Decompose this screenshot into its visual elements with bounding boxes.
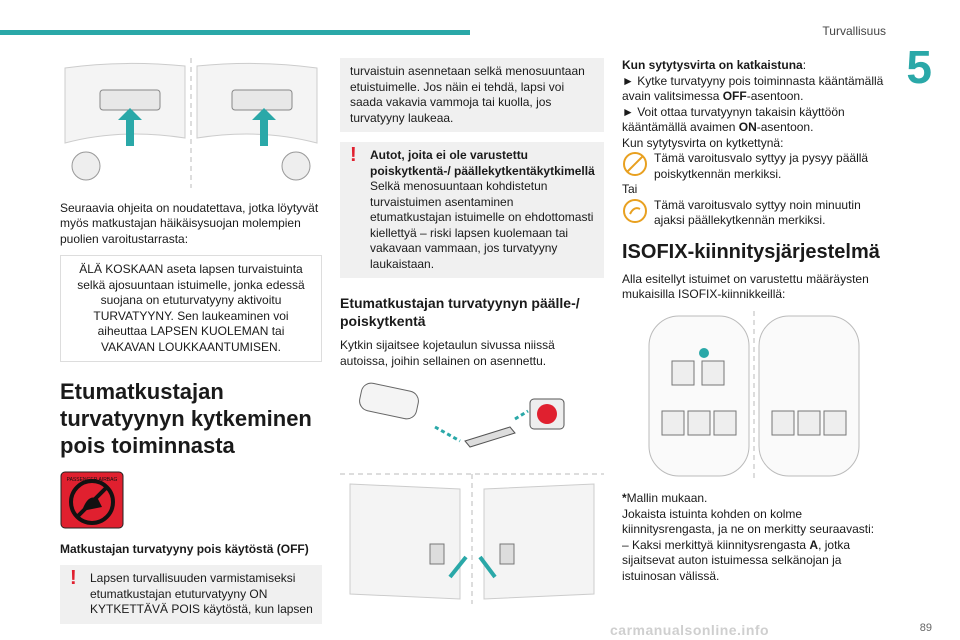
airbag-off-lamp-icon xyxy=(622,151,648,177)
switch-heading: Etumatkustajan turvatyynyn päälle-/ poiskytkentä xyxy=(340,295,580,329)
header-accent-bar xyxy=(0,30,470,35)
page-number: 89 xyxy=(919,622,932,634)
intro-text: Seuraavia ohjeita on noudatettava, jotka löytyvät myös matkustajan häikäisysuojan molempien puolien varoitustarrasta: xyxy=(60,200,319,246)
isofix-intro: Alla esitellyt istuimet on varustettu määräysten mukaisilla ISOFIX-kiinnikkeillä: xyxy=(622,271,869,301)
sun-visor-illustration xyxy=(60,58,322,188)
lamp-on-text: Tämä varoitusvalo syttyy noin minuutin ajaksi päällekytkennän merkiksi. xyxy=(654,197,861,227)
passenger-airbag-off-icon xyxy=(60,471,124,529)
rings-a-text: – Kaksi merkittyä kiinnitysrengasta A, jotka sijaitsevat auton istuimessa selkänojan ja istuinosan välissä. xyxy=(622,537,851,583)
ignition-off-title: Kun sytytysvirta on katkaistuna xyxy=(622,58,803,72)
no-switch-warning-body: Selkä menosuuntaan kohdistetun turvaistuimen asentaminen etumatkustajan istuimelle on ehdottomasti kiellettyä – riski lapsen kuolemaan tai vakavaan vammaan, jos turvatyyny laukaistaan. xyxy=(370,179,594,271)
airbag-on-lamp-icon xyxy=(622,198,648,224)
label-image-text: PASSENGER AIRBAG xyxy=(66,477,118,483)
exclamation-icon: ! xyxy=(70,567,77,589)
exclamation-icon: ! xyxy=(350,144,357,166)
off-warning-text: Lapsen turvallisuuden varmistamiseksi etumatkustajan etuturvatyyny ON KYTKETTÄVÄ POIS käytöstä, kun lapsen xyxy=(90,571,313,616)
switch-body: Kytkin sijaitsee kojetaulun sivussa niissä autoissa, joihin sellainen on asennettu. xyxy=(340,338,555,368)
key-switch-illustration xyxy=(340,379,604,604)
section-title: Turvallisuus xyxy=(822,24,886,38)
lamp-on-row xyxy=(622,198,884,229)
step-on: ► Voit ottaa turvatyynyn takaisin käyttöön kääntämällä avaimen ON-asentoon. xyxy=(622,104,845,134)
no-switch-warning-box xyxy=(340,142,604,278)
isofix-heading: ISOFIX-kiinnitysjärjestelmä xyxy=(622,240,880,263)
off-warning-box xyxy=(60,565,322,624)
isofix-seats-illustration xyxy=(644,311,864,481)
warning-text: ÄLÄ KOSKAAN aseta lapsen turvaistuinta selkä ajosuuntaan istuimelle, jonka edessä suojana on etuturvatyyny aktivoitu TURVATYYNY. Sen laukeaminen voi aiheuttaa LAPSEN KUOLEMAN tai VAKAVAN LOUKKAANTUMISEN. xyxy=(77,262,305,354)
step-off: ► Kytke turvatyyny pois toiminnasta kääntämällä avain valitsimessa OFF-asentoon. xyxy=(622,73,884,103)
ignition-on-text: Kun sytytysvirta on kytkettynä: xyxy=(622,135,784,150)
column-3: Kun sytytysvirta on katkaistuna: ► Kytke turvatyyny pois toiminnasta kääntämällä avain valitsimessa OFF-asentoon. ► Voit ottaa turvatyynyn takaisin käyttöön kääntämällä avaimen ON-asentoon. Kun sytytysvirta on kytkettynä: Tämä varoitusvalo syttyy ja pysyy päällä poiskytkennän merkiksi. Tai Tämä varoitusvalo syttyy noin minuutin ajaksi päällekytkennän merkiksi. ISOFIX-kiinnitysjärjestelmä Alla esitellyt istuimet on varustettu määräysten mukaisilla ISOFIX-kiinnikkeillä: *Mallin mukaan. Jokaista istuinta kohden on kolme kiinnitysrengasta, ja ne on merkitty seuraavasti: – Kaksi merkittyä kiinnitysrengasta A, jotka sijaitsevat auton istuimessa selkänojan ja istuinosan välissä. xyxy=(622,58,884,583)
child-seat-warning xyxy=(60,255,322,362)
column-2 xyxy=(340,58,604,609)
chapter-number: 5 xyxy=(906,41,932,93)
continued-warning-text: turvaistuin asennetaan selkä menosuuntaan etuistuimelle. Jos näin ei tehdä, lapsi voi saada vakavia vammoja tai kuolla, jos turvatyyny laukeaa. xyxy=(350,64,585,125)
lamp-off-text: Tämä varoitusvalo syttyy ja pysyy päällä poiskytkennän merkiksi. xyxy=(654,151,869,181)
column-1 xyxy=(60,58,322,624)
no-switch-warning-title: Autot, joita ei ole varustettu poiskytkentä-/ päällekytkentäkytkimellä xyxy=(370,148,595,178)
footnote: *Mallin mukaan. xyxy=(622,491,708,505)
section-heading: Etumatkustajan turvatyynyn kytkeminen pois toiminnasta xyxy=(60,379,312,458)
continued-warning-box xyxy=(340,58,604,132)
lamp-off-row xyxy=(622,151,884,182)
off-title: Matkustajan turvatyyny pois käytöstä (OFF) xyxy=(60,541,309,556)
watermark: carmanualsonline.info xyxy=(610,622,770,638)
or-text: Tai xyxy=(622,182,638,196)
rings-text: Jokaista istuinta kohden on kolme kiinnitysrengasta, ja ne on merkitty seuraavasti: xyxy=(622,506,875,536)
